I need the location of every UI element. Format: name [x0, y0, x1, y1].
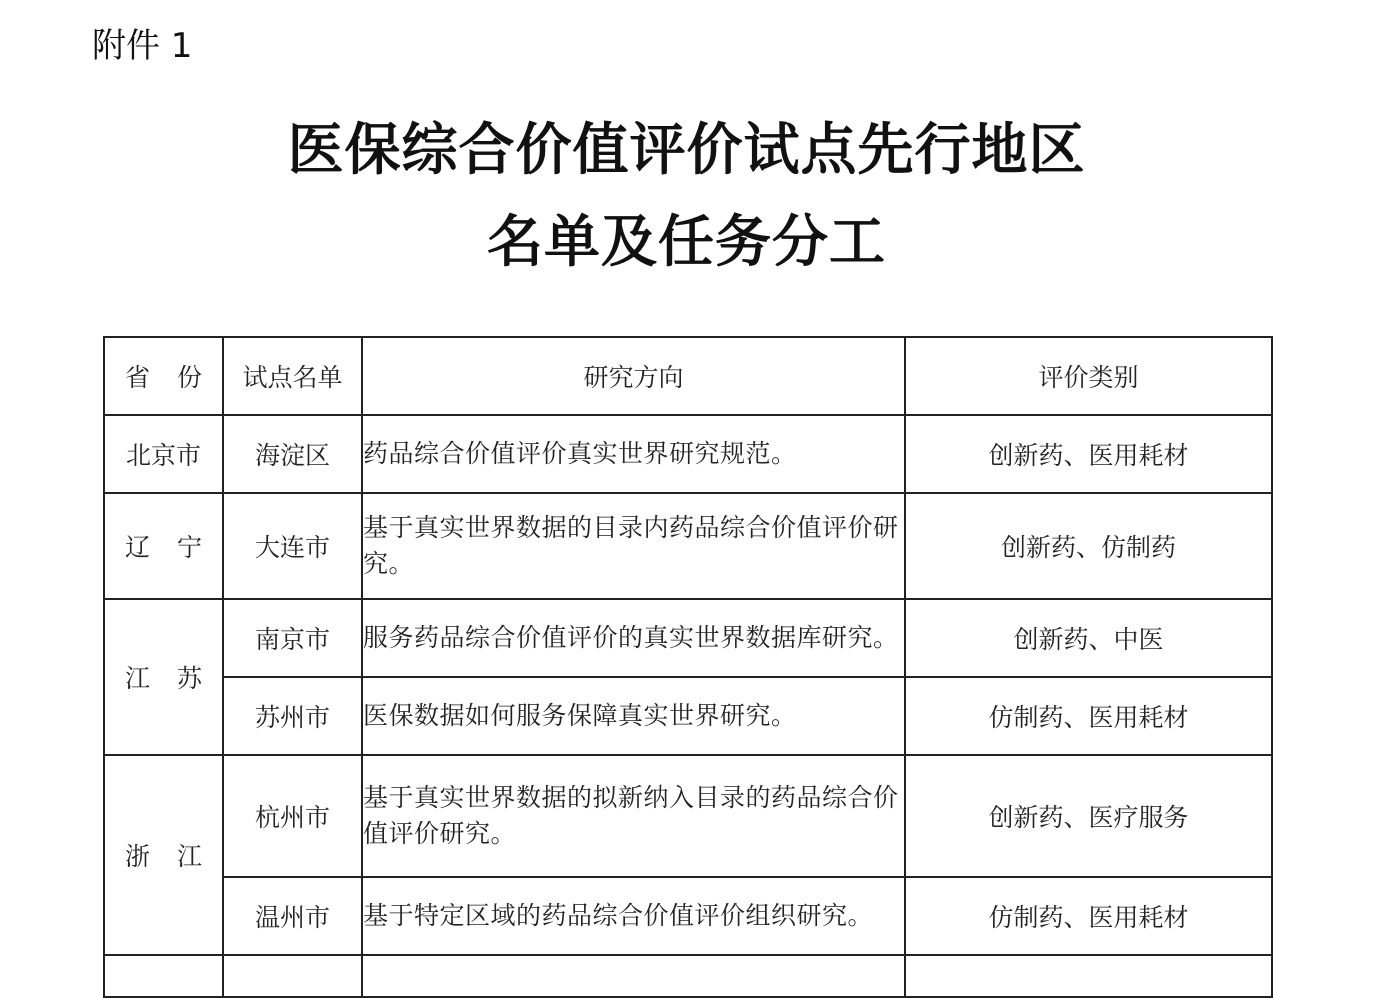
table-header-row	[104, 337, 1272, 415]
category-cell: 创新药、中医	[905, 599, 1272, 677]
attachment-label: 附件 1	[92, 26, 193, 66]
direction-cell: 基于真实世界数据的拟新纳入目录的药品综合价值评价研究。	[362, 755, 905, 877]
category-cell: 创新药、医用耗材	[905, 415, 1272, 493]
province-cell: 北京市	[104, 415, 223, 493]
empty-cell	[223, 955, 362, 997]
document-title-line-2: 名单及任务分工	[487, 209, 886, 275]
table-row	[104, 877, 1272, 955]
category-cell: 仿制药、医用耗材	[905, 877, 1272, 955]
pilot-regions-table	[103, 336, 1273, 998]
direction-cell: 服务药品综合价值评价的真实世界数据库研究。	[362, 599, 905, 677]
pilot-cell: 温州市	[223, 877, 362, 955]
direction-cell: 医保数据如何服务保障真实世界研究。	[362, 677, 905, 755]
header-province-char-2: 份	[176, 363, 202, 392]
province-cell	[104, 493, 223, 599]
header-direction: 研究方向	[362, 337, 905, 415]
table-row	[104, 493, 1272, 599]
table-row-continued	[104, 955, 1272, 997]
category-cell: 仿制药、医用耗材	[905, 677, 1272, 755]
province-char-1: 江	[125, 664, 151, 693]
pilot-cell: 海淀区	[223, 415, 362, 493]
direction-cell: 基于特定区域的药品综合价值评价组织研究。	[362, 877, 905, 955]
province-char-2: 宁	[176, 533, 202, 562]
pilot-cell: 杭州市	[223, 755, 362, 877]
table-row	[104, 415, 1272, 493]
province-char-2: 江	[176, 842, 202, 871]
province-char-1: 浙	[125, 842, 151, 871]
province-char-1: 辽	[125, 533, 151, 562]
category-cell: 创新药、仿制药	[905, 493, 1272, 599]
header-pilot: 试点名单	[223, 337, 362, 415]
table-row	[104, 599, 1272, 677]
direction-cell: 基于真实世界数据的目录内药品综合价值评价研究。	[362, 493, 905, 599]
province-char-2: 苏	[176, 664, 202, 693]
header-province-char-1: 省	[125, 363, 151, 392]
pilot-cell: 南京市	[223, 599, 362, 677]
province-cell	[104, 599, 223, 755]
table-row	[104, 677, 1272, 755]
empty-cell	[104, 955, 223, 997]
document-title-line-1: 医保综合价值评价试点先行地区	[287, 117, 1086, 183]
pilot-cell: 大连市	[223, 493, 362, 599]
empty-cell	[905, 955, 1272, 997]
header-category: 评价类别	[905, 337, 1272, 415]
header-province	[104, 337, 223, 415]
table-row	[104, 755, 1272, 877]
empty-cell	[362, 955, 905, 997]
pilot-cell: 苏州市	[223, 677, 362, 755]
province-cell	[104, 755, 223, 955]
category-cell: 创新药、医疗服务	[905, 755, 1272, 877]
direction-cell: 药品综合价值评价真实世界研究规范。	[362, 415, 905, 493]
